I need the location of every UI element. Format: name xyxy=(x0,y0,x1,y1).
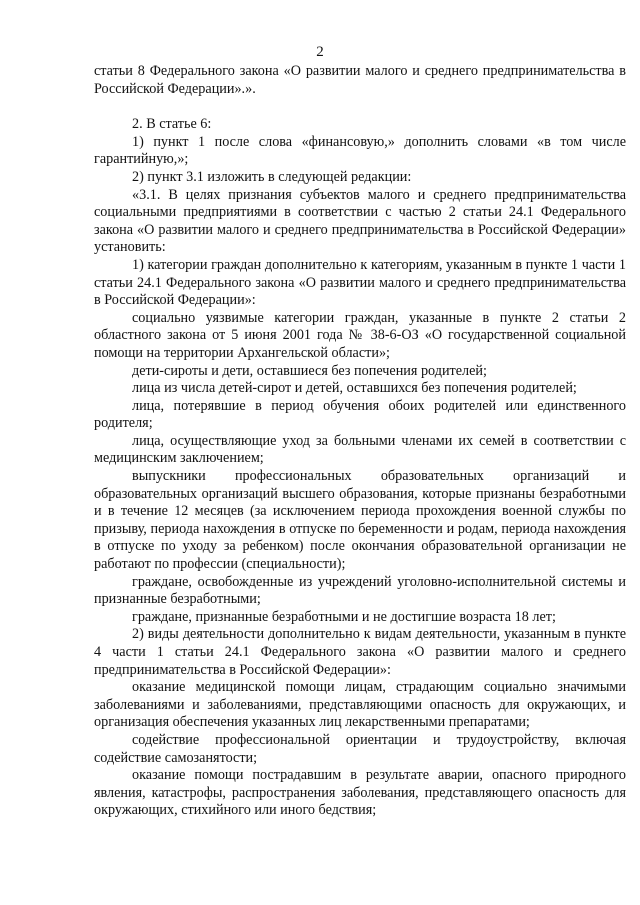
paragraph: «3.1. В целях признания субъектов малого и среднего предпринимательства социальными предприятиями в соответствии с частью 2 статьи 24.1 Федерального закона «О развитии малого и среднего предпринимательства в Российской Федерации» установить: xyxy=(94,186,626,256)
paragraph: выпускники профессиональных образовательных организаций и образовательных организаций высшего образования, которые признаны безработными и в течение 12 месяцев (за исключением периода прохождения военной службы по призыву, периода нахождения в отпуске по беременности и родам, периода нахождения в отпуске по уходу за ребенком) после окончания образовательной организации не работают по профессии (специальности); xyxy=(94,468,626,573)
paragraph: лица, потерявшие в период обучения обоих родителей или единственного родителя; xyxy=(94,397,626,432)
paragraph: 2) пункт 3.1 изложить в следующей редакции: xyxy=(132,168,412,185)
paragraph: граждане, освобожденные из учреждений уголовно-исполнительной системы и признанные безработными; xyxy=(94,573,626,608)
paragraph: содействие профессиональной ориентации и трудоустройству, включая содействие самозанятости; xyxy=(94,731,626,766)
paragraph: 1) пункт 1 после слова «финансовую,» дополнить словами «в том числе гарантийную,»; xyxy=(94,133,626,168)
paragraph: граждане, признанные безработными и не достигшие возраста 18 лет; xyxy=(132,608,556,625)
paragraph: социально уязвимые категории граждан, указанные в пункте 2 статьи 2 областного закона от 5 июня 2001 года № 38-6-ОЗ «О государственной социальной помощи на территории Архангельской области»; xyxy=(94,309,626,361)
paragraph: 1) категории граждан дополнительно к категориям, указанным в пункте 1 части 1 статьи 24.1 Федерального закона «О развитии малого и среднего предпринимательства в Российской Федерации»: xyxy=(94,256,626,309)
paragraph: дети-сироты и дети, оставшиеся без попечения родителей; xyxy=(132,362,487,379)
page-number: 2 xyxy=(316,44,324,60)
paragraph: оказание помощи пострадавшим в результате аварии, опасного природного явления, катастрофы, распространения заболевания, представляющего опасность для окружающих, стихийного или иного бедствия; xyxy=(94,767,626,819)
document-body xyxy=(94,63,626,820)
paragraph: 2) виды деятельности дополнительно к видам деятельности, указанным в пункте 4 части 1 статьи 24.1 Федерального закона «О развитии малого и среднего предпринимательства в Российской Федерации»: xyxy=(94,626,626,678)
paragraph: лица из числа детей-сирот и детей, оставшихся без попечения родителей; xyxy=(132,380,577,397)
paragraph: статьи 8 Федерального закона «О развитии малого и среднего предпринимательства в Российской Федерации».». xyxy=(94,63,626,97)
paragraph: оказание медицинской помощи лицам, страдающим социально значимыми заболеваниями и заболеваниями, представляющими опасность для окружающих, и организация обеспечения указанных лиц лекарственными препаратами; xyxy=(94,679,626,731)
paragraph: лица, осуществляющие уход за больными членами их семей в соответствии с медицинским заключением; xyxy=(94,432,626,467)
paragraph: 2. В статье 6: xyxy=(132,116,212,133)
